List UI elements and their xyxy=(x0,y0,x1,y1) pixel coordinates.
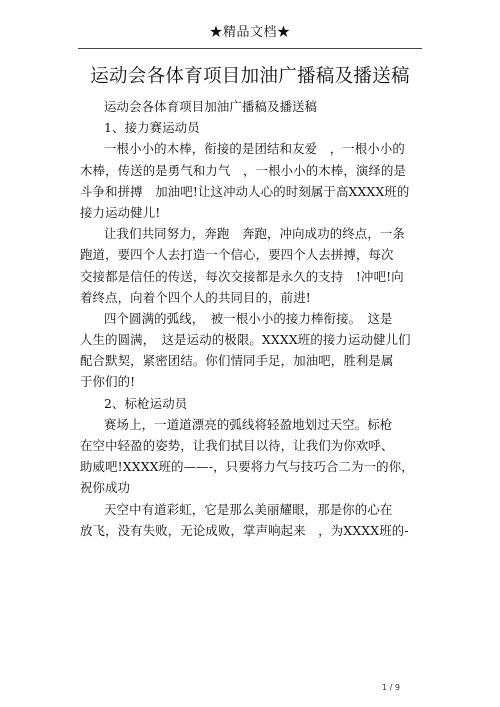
page-header: ★精品文档★ xyxy=(209,25,291,40)
body-line: 助威吧!XXXX班的——-，只要将力气与技巧合二为一的你， xyxy=(80,459,414,475)
body-line: 着终点，向着个四个人的共同目的，前进! xyxy=(80,289,311,305)
body-line: 在空中轻盈的姿势，让我们拭目以待，让我们为你欢呼、 xyxy=(80,438,394,453)
body-line: 配合默契，紧密团结。你们情同手足，加油吧，胜利是属 xyxy=(80,353,394,369)
body-line: 让我们共同努力，奔跑 奔跑，冲向成功的终点，一条 xyxy=(104,226,405,242)
body-line: 放飞，没有失败，无论成败，掌声响起来 ，为XXXX班的- xyxy=(80,522,409,538)
document-title: 运动会各体育项目加油广播稿及播送稿 xyxy=(90,66,410,87)
body-line: 于你们的! xyxy=(80,374,136,390)
section-heading-javelin: 2、标枪运动员 xyxy=(104,395,188,411)
body-line: 木棒，传送的是勇气和力气 ，一根小小的木棒，演绎的是 xyxy=(80,162,407,178)
body-line: 赛场上，一道道漂亮的弧线将轻盈地划过天空。标枪 xyxy=(104,416,393,432)
body-line: 四个圆满的弧线， 被一根小小的接力棒衔接。 这是 xyxy=(104,310,393,326)
body-line: 人生的圆满， 这是运动的极限。XXXX班的接力运动健儿们 xyxy=(80,332,411,348)
body-line: 斗争和拼搏 加油吧!让这冲动人心的时刻属于高XXXX班的 xyxy=(80,183,410,199)
document-body xyxy=(80,96,430,541)
subtitle-line: 运动会各体育项目加油广播稿及播送稿 xyxy=(104,99,318,114)
body-line: 一根小小的木棒，衔接的是团结和友爱 ，一根小小的 xyxy=(104,141,405,157)
page-number: 1 / 9 xyxy=(382,683,400,692)
header-divider xyxy=(78,48,422,49)
section-heading-relay: 1、接力赛运动员 xyxy=(104,120,200,136)
body-line: 祝你成功 xyxy=(80,480,131,496)
body-line: 接力运动健儿! xyxy=(80,204,161,220)
body-line: 天空中有道彩虹，它是那么美丽耀眼，那是你的心在 xyxy=(104,501,393,517)
body-line: 交接都是信任的传送，每次交接都是永久的支持 !冲吧!向 xyxy=(80,268,404,284)
body-line: 跑道，要四个人去打造一个信心，要四个人去拼搏，每次 xyxy=(80,247,394,263)
